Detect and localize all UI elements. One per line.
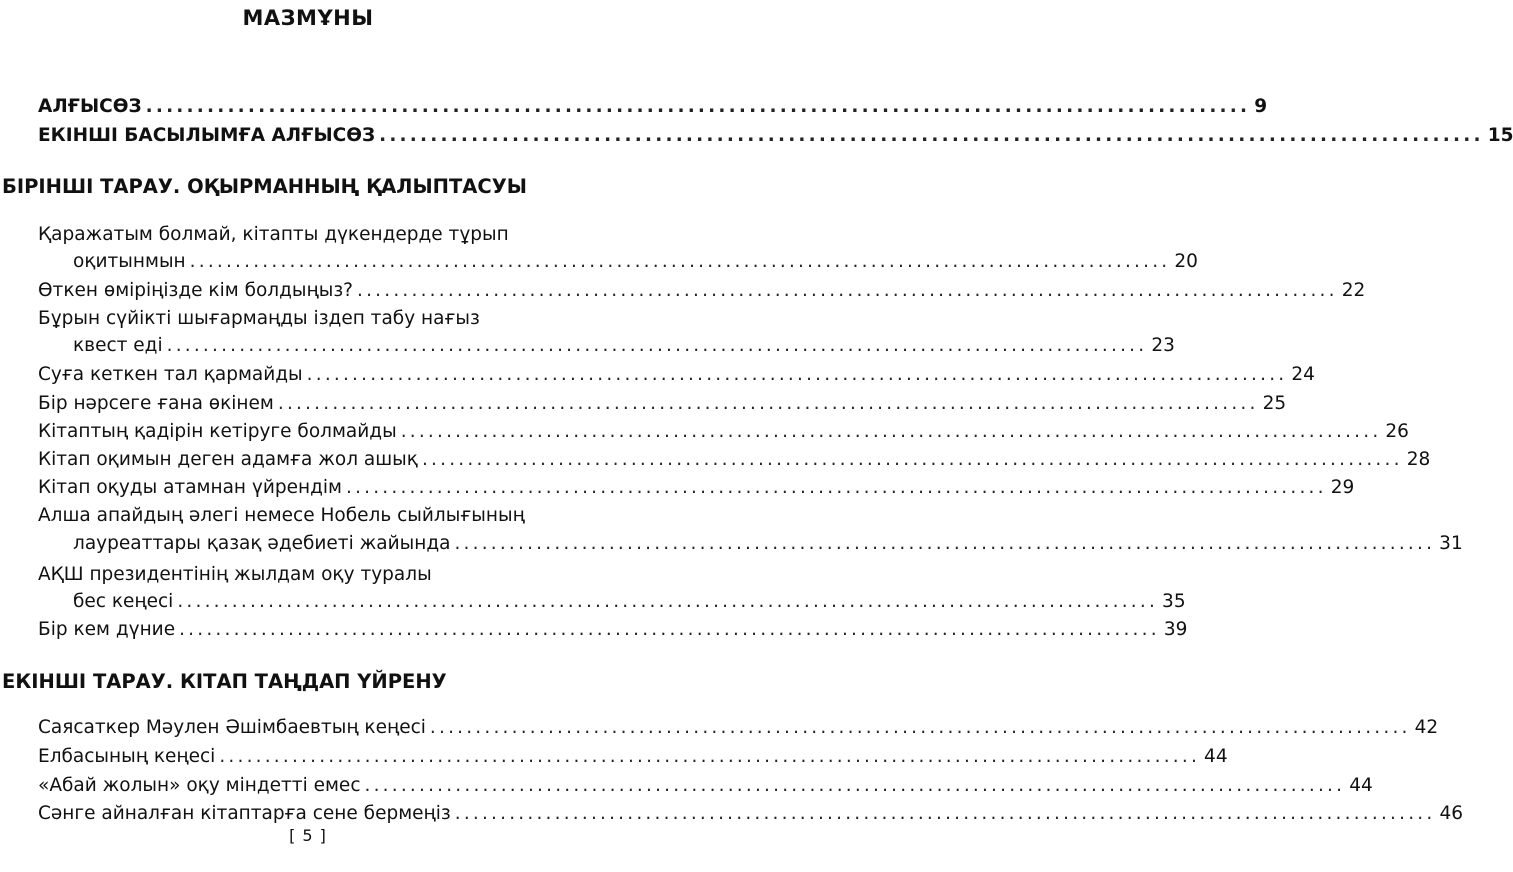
- toc-entry[interactable]: [73, 589, 1186, 615]
- toc-entry-label: Саясаткер Мәулен Әшімбаевтың кеңесі: [38, 717, 426, 738]
- dot-leader: ............................................................................................................: [219, 746, 1201, 767]
- toc-entry-page: 23: [1151, 335, 1175, 356]
- toc-entry-line1: Бұрын сүйікті шығармаңды іздеп табу нағыз: [38, 308, 480, 329]
- toc-entry-label: Елбасының кеңесі: [38, 746, 216, 767]
- toc-entry[interactable]: [38, 744, 1228, 770]
- toc-entry-page: 25: [1262, 393, 1287, 414]
- dot-leader: ............................................................................................................: [379, 125, 1484, 146]
- toc-entry-label: АЛҒЫСӨЗ: [38, 96, 142, 117]
- toc-entry-label: Бір нәрсеге ғана өкінем: [38, 393, 274, 414]
- toc-entry-foreword[interactable]: [38, 94, 1268, 120]
- dot-leader: ............................................................................................................: [179, 619, 1160, 640]
- dot-leader: ............................................................................................................: [345, 477, 1327, 498]
- toc-entry-label: квест еді: [73, 335, 163, 356]
- toc-entry[interactable]: [38, 391, 1287, 417]
- toc-entry-label: лауреаттары қазақ әдебиеті жайында: [73, 533, 451, 554]
- toc-entry-page: 24: [1291, 364, 1315, 385]
- toc-entry-page: 44: [1349, 775, 1373, 796]
- toc-entry-label: бес кеңесі: [73, 591, 174, 612]
- toc-entry[interactable]: [38, 617, 1188, 643]
- toc-entry-label: оқитынмын: [73, 251, 186, 272]
- toc-entry[interactable]: [38, 419, 1409, 445]
- section-heading-part-1: БІРІНШІ ТАРАУ. ОҚЫРМАННЫҢ ҚАЛЫПТАСУЫ: [2, 175, 527, 198]
- page-number: [ 5 ]: [289, 826, 327, 845]
- dot-leader: ............................................................................................................: [429, 717, 1411, 738]
- toc-entry-label: Кітап оқимын деген адамға жол ашық: [38, 449, 418, 470]
- toc-entry[interactable]: [73, 531, 1463, 557]
- section-heading-part-2: ЕКІНШІ ТАРАУ. КІТАП ТАҢДАП ҮЙРЕНУ: [2, 670, 447, 693]
- page-title: МАЗМҰНЫ: [242, 6, 374, 30]
- toc-entry[interactable]: [38, 447, 1431, 473]
- toc-entry-page: 15: [1487, 125, 1513, 146]
- toc-entry-label: Суға кеткен тал қармайды: [38, 364, 303, 385]
- toc-entry-label: Сәнге айналған кітаптарға сене бермеңіз: [38, 803, 451, 824]
- dot-leader: ............................................................................................................: [400, 421, 1382, 442]
- toc-entry-page: 46: [1439, 803, 1463, 824]
- toc-entry-page: 22: [1341, 280, 1366, 301]
- toc-entry-label: «Абай жолын» оқу міндетті емес: [38, 775, 361, 796]
- toc-entry-page: 20: [1174, 251, 1198, 272]
- dot-leader: ............................................................................................................: [454, 533, 1436, 554]
- toc-entry-page: 44: [1204, 746, 1228, 767]
- toc-entry[interactable]: [38, 278, 1366, 304]
- toc-entry[interactable]: [73, 333, 1175, 359]
- toc-entry[interactable]: [38, 715, 1439, 741]
- toc-entry-page: 29: [1330, 477, 1355, 498]
- dot-leader: ............................................................................................................: [357, 280, 1338, 301]
- toc-entry-page: 9: [1254, 96, 1268, 117]
- dot-leader: ............................................................................................................: [277, 393, 1259, 414]
- toc-entry-label: ЕКІНШІ БАСЫЛЫМҒА АЛҒЫСӨЗ: [38, 125, 376, 146]
- toc-entry-label: Кітаптың қадірін кетіруге болмайды: [38, 421, 397, 442]
- toc-entry-page: 26: [1385, 421, 1409, 442]
- toc-entry-line1: Қаражатым болмай, кітапты дүкендерде тұрып: [38, 224, 509, 245]
- dot-leader: ............................................................................................................: [454, 803, 1436, 824]
- toc-entry-page: 35: [1162, 591, 1186, 612]
- toc-entry-label: Бір кем дүние: [38, 619, 176, 640]
- dot-leader: ............................................................................................................: [306, 364, 1288, 385]
- toc-entry[interactable]: [73, 249, 1198, 275]
- dot-leader: ............................................................................................................: [145, 96, 1251, 117]
- toc-entry[interactable]: [38, 475, 1355, 501]
- dot-leader: ............................................................................................................: [177, 591, 1159, 612]
- toc-entry-label: Өткен өміріңізде кім болдыңыз?: [38, 280, 354, 301]
- toc-entry-second-edition-foreword[interactable]: [38, 123, 1513, 149]
- dot-leader: ............................................................................................................: [189, 251, 1171, 272]
- dot-leader: ............................................................................................................: [421, 449, 1403, 470]
- toc-entry-page: 31: [1439, 533, 1463, 554]
- toc-entry[interactable]: [38, 801, 1463, 827]
- dot-leader: ............................................................................................................: [364, 775, 1346, 796]
- dot-leader: ............................................................................................................: [166, 335, 1148, 356]
- toc-entry[interactable]: [38, 773, 1373, 799]
- toc-entry-label: Кітап оқуды атамнан үйрендім: [38, 477, 342, 498]
- toc-entry[interactable]: [38, 362, 1315, 388]
- toc-entry-page: 28: [1406, 449, 1431, 470]
- toc-entry-line1: АҚШ президентінің жылдам оқу туралы: [38, 564, 432, 585]
- toc-entry-page: 42: [1414, 717, 1439, 738]
- toc-entry-line1: Алша апайдың әлегі немесе Нобель сыйлығының: [38, 505, 525, 526]
- toc-entry-page: 39: [1163, 619, 1188, 640]
